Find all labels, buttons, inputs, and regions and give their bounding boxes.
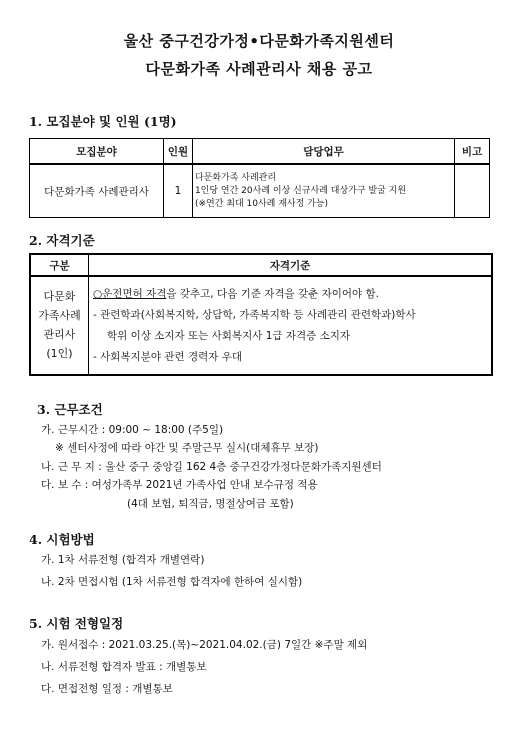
- work-hours-line: 가. 근무시간 : 09:00 ~ 18:00 (주5일): [41, 424, 224, 436]
- category-line: 가족사례: [38, 309, 81, 322]
- criteria-lead-rest: 을 갖추고, 다음 기준 자격을 갖춘 자이어야 함.: [166, 288, 379, 300]
- category-line: 관리사: [43, 328, 76, 341]
- cell-field: 다문화가족 사례관리사: [30, 164, 164, 218]
- benefits-line: (4대 보험, 퇴직금, 명절상여금 포함): [127, 498, 294, 510]
- header-title-center: 울산 중구건강가정•다문화가족지원센터: [123, 32, 395, 50]
- criteria-line: 학위 이상 소지자 또는 사회복지사 1급 자격증 소지자: [107, 330, 351, 342]
- qualification-table-header: [30, 254, 492, 276]
- work-note-line: ※ 센터사정에 따라 야간 및 주말근무 실시(대체휴무 보장): [55, 442, 319, 454]
- section2-title: 2. 자격기준: [29, 233, 95, 248]
- header-cell-duty: 담당업무: [192, 139, 454, 165]
- work-location-line: 나. 근 무 지 : 울산 중구 중앙길 162 4층 중구건강가정다문화가족지원센터: [41, 461, 382, 473]
- criteria-line: [93, 284, 487, 305]
- header-cell-category: 구분: [30, 254, 89, 276]
- table-row: [30, 164, 490, 218]
- recruit-table-header: [30, 139, 490, 165]
- salary-line: 다. 보 수 : 여성가족부 2021년 가족사업 안내 보수규정 적용: [41, 479, 318, 491]
- schedule-interview: 다. 면접전형 일정 : 개별통보: [41, 683, 173, 695]
- category-line: (1인): [46, 347, 73, 360]
- cell-note: [455, 164, 490, 218]
- section4-title: 4. 시험방법: [29, 532, 95, 547]
- section5-title: 5. 시험 전형일정: [29, 616, 124, 631]
- exam-step-2: 나. 2차 면접시험 (1차 서류전형 합격자에 한하여 실시함): [41, 576, 303, 588]
- category-line: 다문화: [43, 290, 76, 303]
- header-cell-note: 비고: [455, 139, 490, 165]
- recruit-table: [29, 138, 490, 218]
- header-cell-field: 모집분야: [30, 139, 164, 165]
- section1-title: 1. 모집분야 및 인원 (1명): [29, 114, 177, 129]
- criteria-line: - 사회복지분야 관련 경력자 우대: [93, 351, 242, 363]
- duty-line: 1인당 연간 20사례 이상 신규사례 대상가구 발굴 지원: [194, 185, 407, 196]
- qualification-table: [29, 253, 493, 376]
- cell-duty: [192, 164, 454, 218]
- exam-step-1: 가. 1차 서류전형 (합격자 개별연락): [41, 554, 205, 566]
- schedule-application: 가. 원서접수 : 2021.03.25.(목)~2021.04.02.(금) 7일간 ※주말 제외: [41, 639, 368, 651]
- duty-line: (※연간 최대 10사례 재사정 가능): [194, 198, 329, 209]
- schedule-document-result: 나. 서류전형 합격자 발표 : 개별통보: [41, 661, 207, 673]
- cell-criteria: [89, 276, 493, 375]
- header-title-posting: 다문화가족 사례관리사 채용 공고: [145, 60, 373, 78]
- header-cell-criteria: 자격기준: [89, 254, 493, 276]
- header-cell-count: 인원: [164, 139, 193, 165]
- duty-line: 다문화가족 사례관리: [194, 172, 277, 183]
- section3-title: 3. 근무조건: [37, 402, 103, 417]
- cell-count: 1: [164, 164, 193, 218]
- cell-category: [30, 276, 89, 375]
- criteria-line: - 관련학과(사회복지학, 상담학, 가족복지학 등 사례관리 관련학과)학사: [93, 309, 416, 321]
- table-row: [30, 276, 492, 375]
- criteria-underlined: ○운전면허 자격: [93, 288, 167, 300]
